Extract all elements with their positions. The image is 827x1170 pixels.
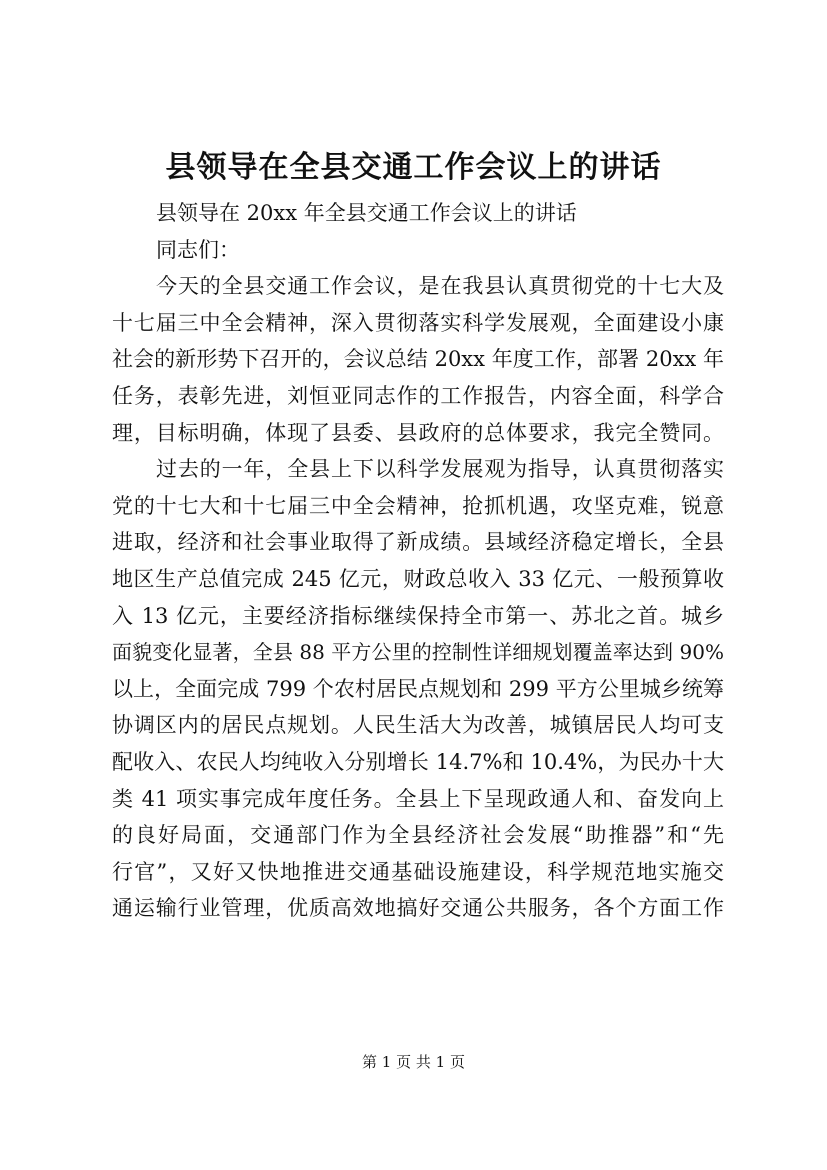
text-line: 行官”，又好又快地推进交通基础设施建设，科学规范地实施交 bbox=[112, 859, 724, 884]
text-line: 的良好局面，交通部门作为全县经济社会发展“助推器”和“先 bbox=[112, 823, 724, 848]
text-line: 通运输行业管理，优质高效地搞好交通公共服务，各个方面工作 bbox=[112, 896, 724, 921]
text-line: 协调区内的居民点规划。人民生活大为改善，城镇居民人均可支 bbox=[112, 713, 724, 738]
text-line: 过去的一年，全县上下以科学发展观为指导，认真贯彻落实 bbox=[156, 457, 724, 482]
document-body bbox=[112, 195, 724, 927]
text-line: 今天的全县交通工作会议，是在我县认真贯彻党的十七大及 bbox=[156, 274, 724, 299]
document-title: 县领导在全县交通工作会议上的讲话 bbox=[165, 150, 662, 185]
text-line: 县领导在 20xx 年全县交通工作会议上的讲话 bbox=[156, 201, 577, 225]
text-line: 面貌变化显著，全县 88 平方公里的控制性详细规划覆盖率达到 90% bbox=[112, 640, 724, 665]
text-line: 社会的新形势下召开的，会议总结 20xx 年度工作，部署 20xx 年 bbox=[112, 347, 724, 372]
page-footer: 第 1 页 共 1 页 bbox=[362, 1053, 465, 1071]
text-line: 党的十七大和十七届三中全会精神，抢抓机遇，攻坚克难，锐意 bbox=[112, 493, 724, 518]
text-line: 十七届三中全会精神，深入贯彻落实科学发展观，全面建设小康 bbox=[112, 310, 724, 335]
text-line: 同志们： bbox=[156, 237, 240, 262]
text-line: 入 13 亿元，主要经济指标继续保持全市第一、苏北之首。城乡 bbox=[112, 603, 724, 628]
text-line: 任务，表彰先进，刘恒亚同志作的工作报告，内容全面，科学合 bbox=[112, 383, 724, 408]
text-line: 以上，全面完成 799 个农村居民点规划和 299 平方公里城乡统筹 bbox=[112, 676, 724, 701]
text-line: 进取，经济和社会事业取得了新成绩。县域经济稳定增长，全县 bbox=[112, 530, 724, 555]
text-line: 理，目标明确，体现了县委、县政府的总体要求，我完全赞同。 bbox=[112, 420, 724, 445]
text-line: 类 41 项实事完成年度任务。全县上下呈现政通人和、奋发向上 bbox=[112, 786, 724, 811]
text-line: 配收入、农民人均纯收入分别增长 14.7%和 10.4%，为民办十大 bbox=[112, 749, 724, 774]
text-line: 地区生产总值完成 245 亿元，财政总收入 33 亿元、一般预算收 bbox=[112, 566, 724, 591]
